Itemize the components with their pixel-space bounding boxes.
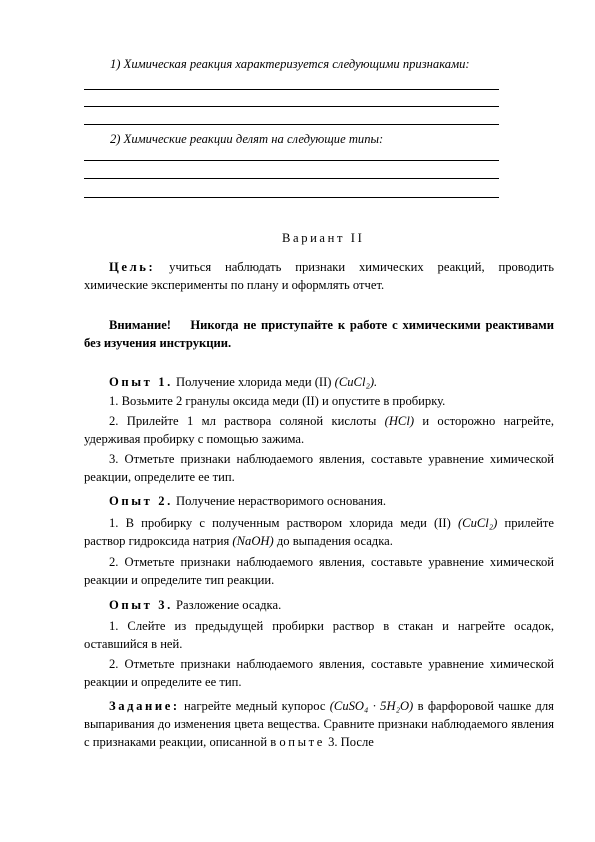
answer-line [84,124,499,125]
exp3-label: Опыт 3. [109,598,173,612]
exp2-title: Получение нерастворимого основания. [172,494,387,508]
exp2-step-2: 2. Отметьте признаки наблюдаемого явления, составьте уравнение химической реакции и определите тип реакции. [84,555,554,587]
exp1-step-2-text-end: и осторожно нагрейте, удерживая пробирку с помощью зажима. [84,414,554,446]
exp1-step-2 [84,412,554,448]
exp1-title: Получение хлорида меди (II) [172,375,335,389]
task-text: нагрейте медный купорос [179,699,330,713]
question-2: 2) Химические реакции делят на следующие типы: [110,132,384,146]
exp1-label: Опыт 1. [109,375,173,389]
exp1-formula: (CuCl₂). [334,375,378,389]
warning-paragraph [84,316,554,352]
exp2-step-1-text: 1. В пробирку с полученным раствором хлорида меди (II) [109,516,458,530]
exp3-heading [84,596,554,614]
task-paragraph [84,697,554,751]
task-reference: опыте [279,735,325,749]
exp1-step-2-text: 2. Прилейте 1 мл раствора соляной кислоты [109,414,385,428]
answer-line [84,197,499,198]
task-text-mid: в фарфоровой чашке для выпаривания до изменения цвета вещества. Сравните признаки наблюдаемого явления с признаками реакции, описанной в [84,699,554,749]
exp2-step-1-text-end: до выпадения осадка. [273,534,393,548]
exp3-step-1: 1. Слейте из предыдущей пробирки раствор в стакан и нагрейте осадок, оставшийся в ней. [84,619,554,651]
warning-label: Внимание! [109,318,171,332]
answer-line [84,178,499,179]
exp1-step-2-formula: (HCl) [384,414,415,428]
exp2-step-1-formula: (CuCl₂) [457,516,498,530]
question-1: 1) Химическая реакция характеризуется следующими признаками: [110,57,470,71]
task-label: Задание: [109,699,180,713]
exp3-title: Разложение осадка. [172,598,282,612]
answer-line [84,89,499,90]
goal-paragraph [84,258,554,294]
exp2-step-1-text-mid: прилейте раствор гидроксида натрия [84,516,554,548]
answer-line [84,106,499,107]
exp3-step-2: 2. Отметьте признаки наблюдаемого явления, составьте уравнение химической реакции и определите ее тип. [84,657,554,689]
task-formula: (CuSO₄ · 5H₂O) [329,699,414,713]
goal-label: Цель: [109,260,156,274]
exp1-step-1: 1. Возьмите 2 гранулы оксида меди (II) и опустите в пробирку. [109,394,446,408]
exp1-step-3: 3. Отметьте признаки наблюдаемого явления, составьте уравнение химической реакции, определите ее тип. [84,452,554,484]
exp2-label: Опыт 2. [109,494,173,508]
exp2-heading [84,492,554,510]
variant-title: Вариант II [282,231,365,245]
exp2-step-1 [84,514,554,550]
exp1-heading [84,373,554,391]
warning-text: Никогда не приступайте к работе с химическими реактивами без изучения инструкции. [84,318,555,350]
exp2-step-1-formula-2: (NaOH) [232,534,274,548]
task-text-end: 3. После [324,735,374,749]
answer-line [84,160,499,161]
goal-text: учиться наблюдать признаки химических реакций, проводить химические эксперименты по плану и оформлять отчет. [84,260,554,292]
